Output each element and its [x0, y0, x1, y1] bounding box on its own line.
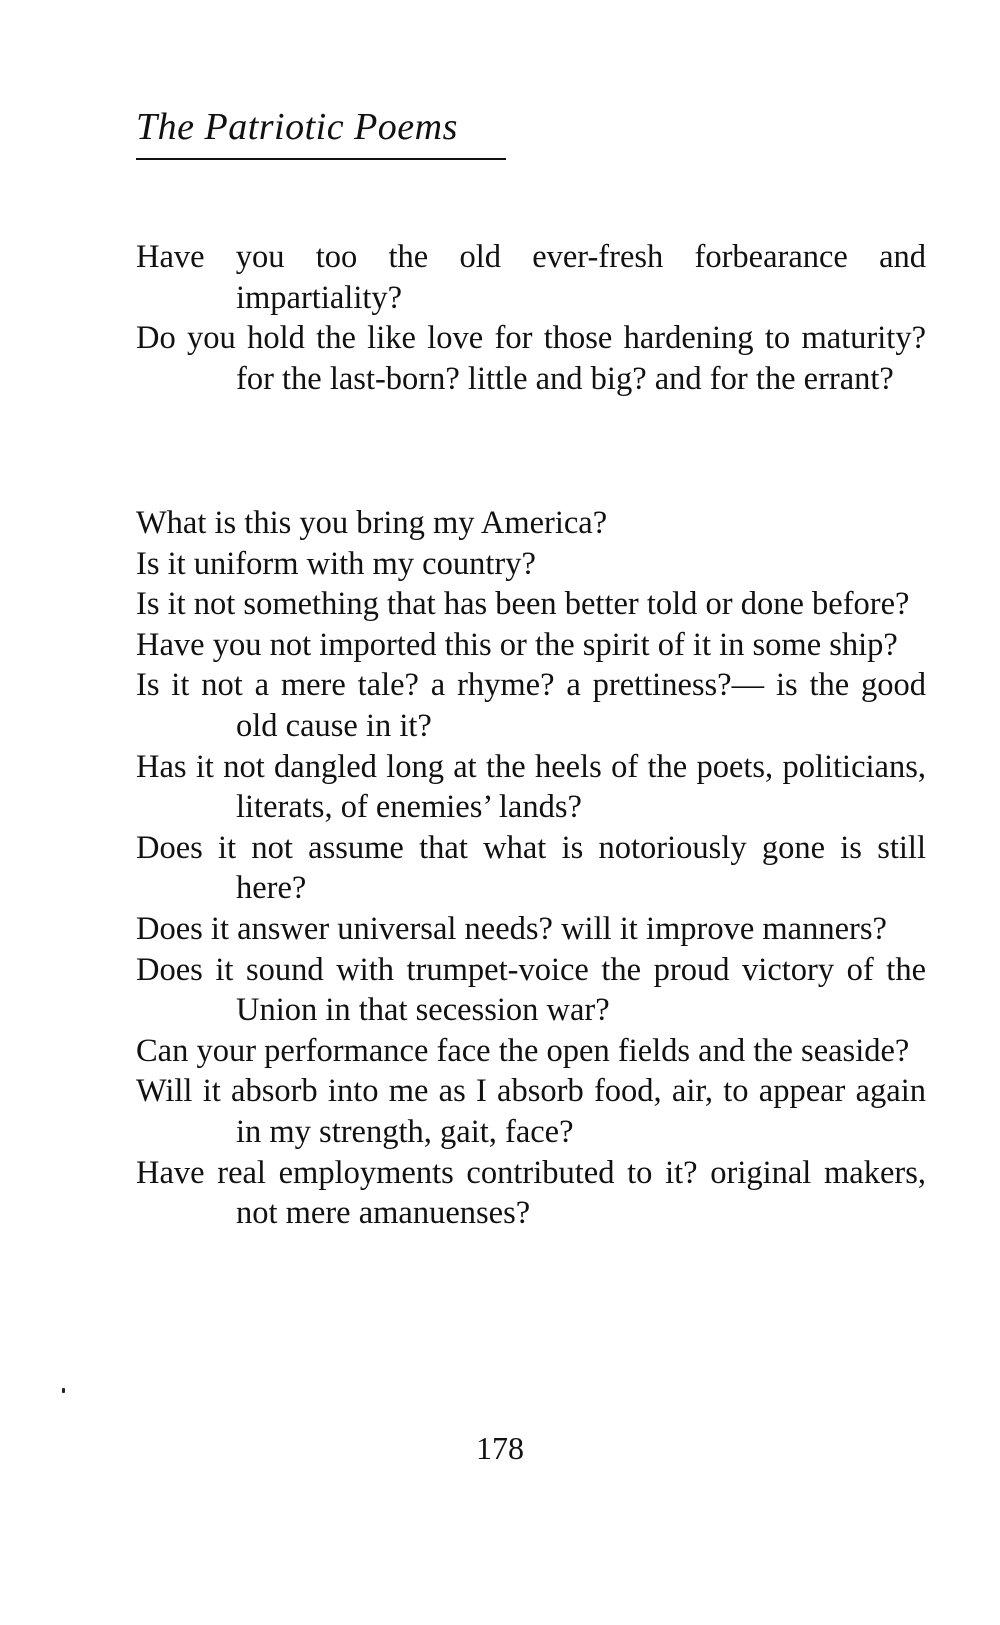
running-title: The Patriotic Poems [136, 106, 458, 148]
verse-line: Is it not a mere tale? a rhyme? a prettiness?— is the good old cause in it? [136, 667, 926, 744]
verse-line: Is it uniform with my country? [136, 545, 536, 582]
page-number: 178 [476, 1430, 524, 1466]
verse-line: Does it sound with trumpet-voice the proud victory of the Union in that secession war? [136, 951, 926, 1029]
verse-line: Have you not imported this or the spirit of it in some ship? [136, 626, 898, 663]
verse-line: Has it not dangled long at the heels of the poets, politicians, literats, of enemies’ lands? [136, 748, 926, 826]
verse-line: Can your performance face the open fields and the seaside? [136, 1032, 910, 1069]
verse-line: Have you too the old ever-fresh forbearance and impartiality? [136, 239, 926, 316]
verse-line: What is this you bring my America? [136, 505, 608, 541]
verse-line: Will it absorb into me as I absorb food, air, to appear again in my strength, gait, face? [136, 1073, 926, 1150]
stanza-2 [136, 503, 926, 1234]
print-speck [62, 1388, 65, 1393]
verse-line: Is it not something that has been better told or done before? [136, 586, 910, 623]
verse-line: Have real employments contributed to it? original makers, not mere amanuenses? [136, 1154, 926, 1232]
verse-line: Does it answer universal needs? will it improve manners? [136, 910, 887, 947]
stanza-1 [136, 237, 926, 399]
verse-line: Do you hold the like love for those hardening to maturity? for the last-born? little and big? and for the errant? [136, 320, 926, 397]
verse-line: Does it not assume that what is notoriously gone is still here? [136, 829, 926, 907]
running-title-underline [136, 158, 506, 160]
